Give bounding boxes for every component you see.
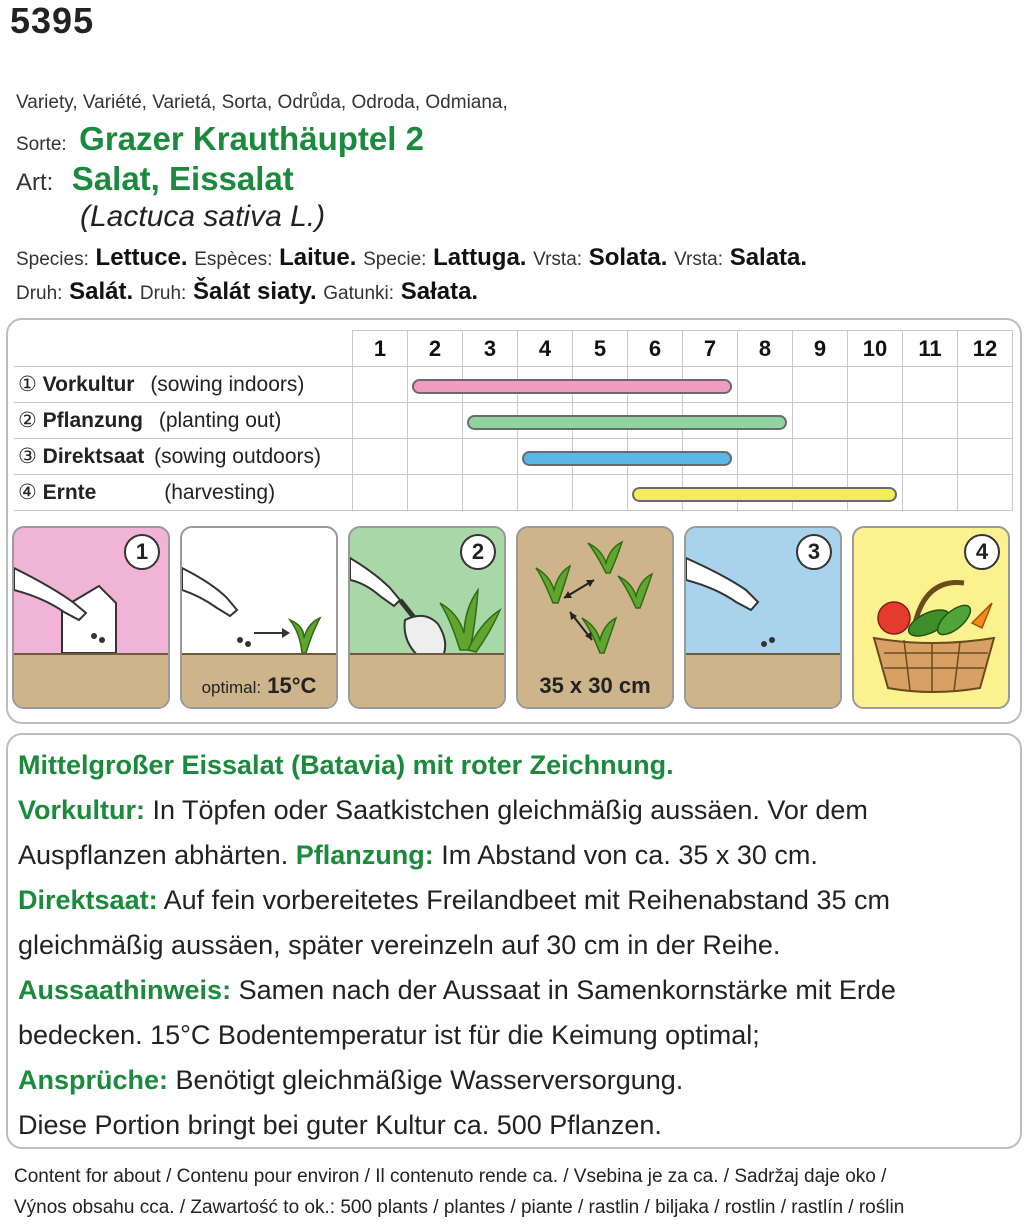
species-label: Gatunki:: [323, 283, 395, 304]
month-cell: 7: [683, 331, 738, 367]
month-cell: 4: [518, 331, 573, 367]
step-number-badge: 3: [796, 534, 832, 570]
pictogram-germination: [180, 526, 338, 709]
calendar-bar: [467, 415, 787, 430]
pictogram-spacing: [516, 526, 674, 709]
sowing-calendar-panel: [6, 318, 1022, 724]
direktsaat-paragraph: Direktsaat: Auf fein vorbereitetes Freilandbeet mit Reihenabstand 35 cm: [18, 885, 890, 915]
article-number: 5395: [10, 0, 95, 41]
month-cell: 1: [353, 331, 408, 367]
species-label: Druh:: [16, 283, 63, 304]
step-number-badge: 1: [124, 534, 160, 570]
variety-name: Grazer Krauthäuptel 2: [79, 120, 424, 157]
germination-temperature: optimal: 15°C: [201, 673, 317, 698]
direktsaat-continued: gleichmäßig aussäen, später vereinzeln auf 30 cm in der Reihe.: [18, 930, 781, 960]
calendar-bar: [412, 379, 732, 394]
portion-note: Diese Portion bringt bei guter Kultur ca. 500 Pflanzen.: [18, 1110, 662, 1140]
pictogram-harvest: [852, 526, 1010, 709]
latin-name: (Lactuca sativa L.): [80, 200, 326, 233]
month-cell: 2: [408, 331, 463, 367]
pictogram-planting-out: [348, 526, 506, 709]
month-cell: 3: [463, 331, 518, 367]
month-cell: 12: [958, 331, 1013, 367]
variety-languages: Variety, Variété, Varietá, Sorta, Odrůda, Odroda, Odmiana,: [16, 92, 508, 113]
description-headline: Mittelgroßer Eissalat (Batavia) mit roter Zeichnung.: [18, 750, 674, 780]
art-label: Art:: [16, 169, 54, 196]
step-number-badge: 4: [964, 534, 1000, 570]
pflanzung-paragraph: Auspflanzen abhärten. Pflanzung: Im Abstand von ca. 35 x 30 cm.: [18, 840, 818, 870]
pictogram-sowing-outdoors: [684, 526, 842, 709]
content-footer-line2: Výnos obsahu cca. / Zawartość to ok.: 500 plants / plantes / piante / rastlin / biljaka / rostlin / rastlín / roślin: [14, 1197, 905, 1218]
description-text: [18, 743, 1010, 1148]
calendar-row-label: ④ Ernte (harvesting): [14, 475, 353, 511]
species-name: Salat, Eissalat: [71, 160, 294, 197]
month-cell: 10: [848, 331, 903, 367]
calendar-row-label: ③ Direktsaat (sowing outdoors): [14, 439, 353, 475]
calendar-row-label: ① Vorkultur (sowing indoors): [14, 367, 353, 403]
species-value: Sałata.: [400, 278, 479, 305]
pictogram-sowing-indoors: [12, 526, 170, 709]
plant-spacing-label: 35 x 30 cm: [539, 673, 651, 698]
species-value: Salát.: [69, 278, 134, 305]
species-label: Vrsta:: [674, 249, 724, 270]
sorte-line: [16, 120, 424, 158]
species-label: Specie:: [363, 249, 427, 270]
month-cell: 9: [793, 331, 848, 367]
species-label: Species:: [16, 249, 89, 270]
calendar-header-row: [14, 331, 1013, 367]
species-translations-line2: [16, 278, 478, 306]
aussaathinweis-continued: bedecken. 15°C Bodentemperatur ist für die Keimung optimal;: [18, 1020, 760, 1050]
species-label: Druh:: [139, 283, 187, 304]
calendar-row-direktsaat: [14, 439, 1013, 475]
calendar-row-label: ② Pflanzung (planting out): [14, 403, 353, 439]
month-cell: 11: [903, 331, 958, 367]
species-translations-line1: [16, 244, 807, 272]
species-value: Šalát siaty.: [192, 278, 317, 305]
month-cell: 6: [628, 331, 683, 367]
calendar-bar: [632, 487, 897, 502]
art-line: [16, 160, 294, 198]
ansprueche-paragraph: Ansprüche: Benötigt gleichmäßige Wasserversorgung.: [18, 1065, 684, 1095]
sorte-label: Sorte:: [16, 134, 67, 155]
species-label: Espèces:: [194, 249, 273, 270]
aussaathinweis-paragraph: Aussaathinweis: Samen nach der Aussaat in Samenkornstärke mit Erde: [18, 975, 896, 1005]
species-label: Vrsta:: [533, 249, 583, 270]
vorkultur-paragraph: Vorkultur: In Töpfen oder Saatkistchen gleichmäßig aussäen. Vor dem: [18, 795, 868, 825]
species-value: Salata.: [729, 244, 808, 271]
month-cell: 8: [738, 331, 793, 367]
species-value: Lattuga.: [433, 244, 527, 271]
species-value: Laitue.: [279, 244, 357, 271]
species-value: Lettuce.: [95, 244, 188, 271]
species-value: Solata.: [588, 244, 668, 271]
step-number-badge: 2: [460, 534, 496, 570]
month-cell: 5: [573, 331, 628, 367]
content-footer-line1: Content for about / Contenu pour environ / Il contenuto rende ca. / Vsebina je za ca. / Sadržaj daje oko /: [14, 1166, 887, 1187]
description-panel: [6, 733, 1022, 1149]
calendar-bar: [522, 451, 732, 466]
